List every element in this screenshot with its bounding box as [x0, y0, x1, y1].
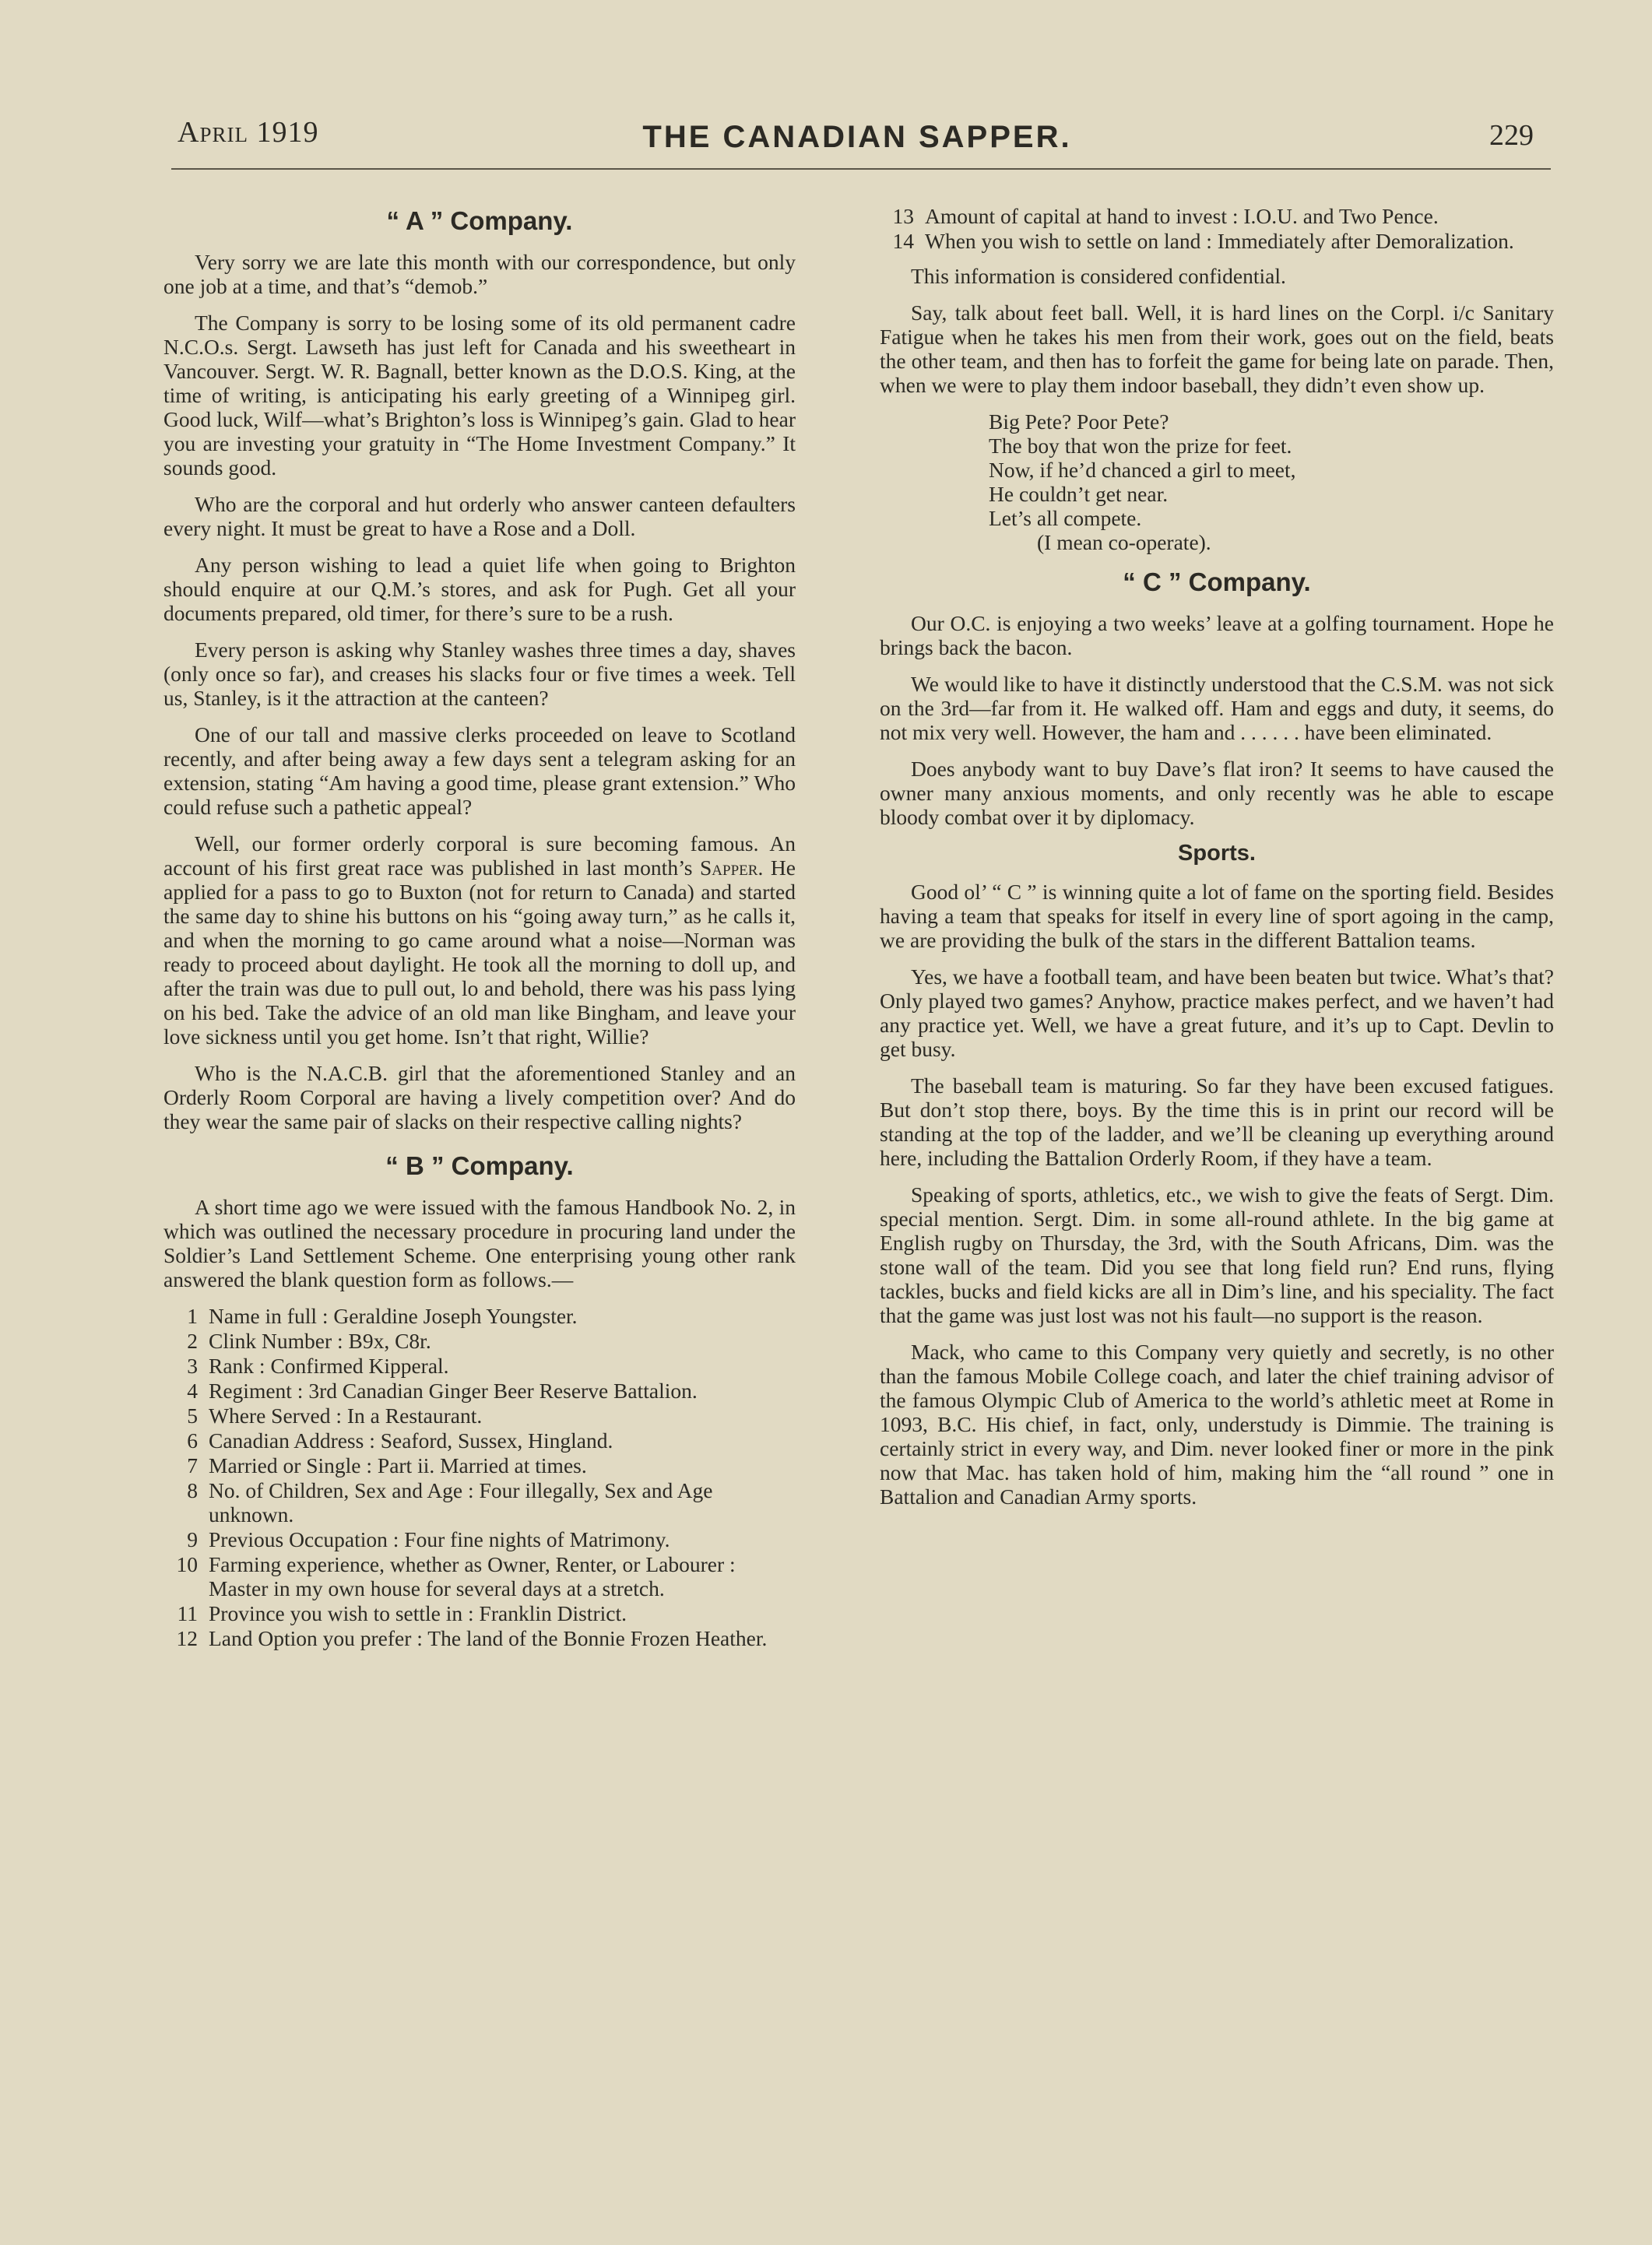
item-number: 2: [187, 1329, 198, 1353]
page-header: [171, 115, 1543, 162]
a-company-paragraph: Who is the N.A.C.B. girl that the aforementioned Stanley and an Orderly Room Corporal are having a lively competition over? And do they wear the same pair of slacks on their respective calling nights?: [163, 1061, 796, 1133]
right-column: [880, 204, 1554, 1521]
sports-paragraph: Speaking of sports, athletics, etc., we wish to give the feats of Sergt. Dim. special mention. Sergt. Dim. in some all-round athlete. In the big game at English rugby on Thursday, the 3rd, with the South Africans, Dim. was the stone wall of the team. Did you see that long field run? End runs, flying tackles, bucks and field kicks are all in Dim’s line, and his speciality. The fact that the game was just lost was not his fault—no support is the reason.: [880, 1182, 1554, 1327]
sapper-reference: Sapper: [700, 855, 758, 880]
list-item: [163, 1453, 796, 1477]
sports-heading: Sports.: [1178, 841, 1256, 866]
item-text: Farming experience, whether as Owner, Renter, or Labourer : Master in my own house for several days at a stretch.: [209, 1552, 736, 1600]
header-rule: [171, 168, 1551, 170]
sports-paragraph: Mack, who came to this Company very quietly and secretly, is no other than the famous Mobile College coach, and later the chief training advisor of the famous Olympic Club of America to the world’s athletic meet at Rome in 1093, B.C. His chief, in fact, only, understudy is Dimmie. The training is certainly strict in every way, and Dim. never looked finer or more in the pink now that Mac. has taken hold of him, making him the “all round ” one in Battalion and Canadian Army sports.: [880, 1340, 1554, 1509]
item-number: 8: [187, 1478, 198, 1502]
item-text: No. of Children, Sex and Age : Four illegally, Sex and Age unknown.: [209, 1478, 713, 1527]
a-company-paragraph: The Company is sorry to be losing some of its old permanent cadre N.C.O.s. Sergt. Lawseth has just left for Canada and his sweetheart in Vancouver. Sergt. W. R. Bagnall, better known as the D.O.S. King, at the time of writing, is anticipating his early greeting of a Winnipeg girl. Good luck, Wilf—what’s Brighton’s loss is Winnipeg’s gain. Glad to hear you are investing your gratuity in “The Home Investment Company.” It sounds good.: [163, 311, 796, 480]
item-text: Amount of capital at hand to invest : I.O.U. and Two Pence.: [925, 204, 1439, 228]
c-company-paragraph: Does anybody want to buy Dave’s flat iron? It seems to have caused the owner many anxious moments, and only recently was he able to escape bloody combat over it by diplomacy.: [880, 757, 1554, 829]
page-number: 229: [1489, 119, 1534, 152]
list-item: [163, 1478, 796, 1527]
poem-line: Let’s all compete.: [989, 506, 1142, 530]
item-number: 13: [892, 204, 914, 228]
c-company-heading: “ C ” Company.: [1123, 567, 1311, 596]
item-text: Previous Occupation : Four fine nights of Matrimony.: [209, 1527, 670, 1551]
item-text: Canadian Address : Seaford, Sussex, Hingland.: [209, 1428, 613, 1453]
item-text: Name in full : Geraldine Joseph Youngster.: [209, 1304, 578, 1328]
item-text: Province you wish to settle in : Franklin District.: [209, 1601, 627, 1625]
poem: [989, 409, 1554, 554]
item-text: Land Option you prefer : The land of the Bonnie Frozen Heather.: [209, 1626, 768, 1650]
poem-line: He couldn’t get near.: [989, 482, 1169, 506]
item-number: 10: [176, 1552, 198, 1576]
poem-line: Big Pete? Poor Pete?: [989, 409, 1169, 434]
item-number: 14: [892, 229, 914, 253]
magazine-title: THE CANADIAN SAPPER.: [642, 120, 1072, 154]
list-item: [163, 1527, 796, 1551]
left-column: [163, 204, 796, 1661]
sports-paragraph: Yes, we have a football team, and have been beaten but twice. What’s that? Only played two games? Anyhow, practice makes perfect, and we haven’t had any practice yet. Well, we have a great future, and it’s up to Capt. Devlin to get busy.: [880, 964, 1554, 1061]
poem-sign: (I mean co-operate).: [1037, 530, 1211, 554]
list-item: [163, 1552, 796, 1600]
poem-line: The boy that won the prize for feet.: [989, 434, 1292, 458]
item-number: 11: [177, 1601, 198, 1625]
list-item: [163, 1601, 796, 1625]
b-company-intro: A short time ago we were issued with the famous Handbook No. 2, in which was outlined the necessary procedure in procuring land under the Soldier’s Land Settlement Scheme. One enterprising young other rank answered the blank question form as follows.—: [163, 1195, 796, 1291]
list-item: [163, 1428, 796, 1453]
item-text: Regiment : 3rd Canadian Ginger Beer Reserve Battalion.: [209, 1379, 698, 1403]
b-company-paragraph: Say, talk about feet ball. Well, it is hard lines on the Corpl. i/c Sanitary Fatigue when he takes his men from their work, goes out on the field, beats the other team, and then has to forfeit the game for being late on parade. Then, when we were to play them indoor baseball, they didn’t even show up.: [880, 300, 1554, 397]
paragraph-text: . He applied for a pass to go to Buxton (not for return to Canada) and started the same day to shine his buttons on his “going away turn,” as he calls it, and when the morning to go came around what a noise—Norman was ready to proceed about daylight. He took all the morning to doll up, and after the train was due to pull out, lo and behold, there was his pass lying on his bed. Take the advice of an old man like Bingham, and leave your love sickness until you get home. Isn’t that right, Willie?: [163, 855, 796, 1049]
item-number: 5: [187, 1404, 198, 1428]
item-number: 6: [187, 1428, 198, 1453]
list-item: [163, 1354, 796, 1378]
paragraph-text: Well, our former orderly corporal is sure becoming famous. An account of his first great race was published in last month’s: [163, 831, 796, 880]
item-number: 4: [187, 1379, 198, 1403]
question-form-list-continued: [880, 204, 1554, 253]
b-company-heading: “ B ” Company.: [385, 1151, 574, 1180]
a-company-paragraph: [163, 831, 796, 1049]
list-item: [163, 1329, 796, 1353]
a-company-paragraph: Who are the corporal and hut orderly who answer canteen defaulters every night. It must be great to have a Rose and a Doll.: [163, 492, 796, 540]
list-item: [880, 229, 1554, 253]
list-item: [163, 1404, 796, 1428]
sports-paragraph: The baseball team is maturing. So far they have been excused fatigues. But don’t stop there, boys. By the time this is in print our record will be standing at the top of the ladder, and we’ll be cleaning up everything around here, including the Battalion Orderly Room, if they have a team.: [880, 1073, 1554, 1170]
poem-line: Now, if he’d chanced a girl to meet,: [989, 458, 1296, 482]
item-text: Where Served : In a Restaurant.: [209, 1404, 483, 1428]
a-company-heading: “ A ” Company.: [386, 206, 573, 235]
question-form-list: [163, 1304, 796, 1650]
list-item: [880, 204, 1554, 228]
a-company-paragraph: One of our tall and massive clerks proceeded on leave to Scotland recently, and after being away a few days sent a telegram asking for an extension, stating “Am having a good time, please grant extension.” Who could refuse such a pathetic appeal?: [163, 722, 796, 819]
a-company-paragraph: Every person is asking why Stanley washes three times a day, shaves (only once so far), and creases his slacks four or five times a week. Tell us, Stanley, is it the attraction at the canteen?: [163, 638, 796, 710]
item-text: Clink Number : B9x, C8r.: [209, 1329, 431, 1353]
c-company-paragraph: We would like to have it distinctly understood that the C.S.M. was not sick on the 3rd—far from it. He walked off. Ham and eggs and duty, it seems, do not mix very well. However, the ham and . . . . . . have been eliminated.: [880, 672, 1554, 744]
item-number: 7: [187, 1453, 198, 1477]
item-text: When you wish to settle on land : Immediately after Demoralization.: [925, 229, 1514, 253]
list-item: [163, 1626, 796, 1650]
item-number: 1: [187, 1304, 198, 1328]
list-item: [163, 1304, 796, 1328]
a-company-paragraph: Any person wishing to lead a quiet life when going to Brighton should enquire at our Q.M.’s stores, and ask for Pugh. Get all your documents prepared, old timer, for there’s sure to be a rush.: [163, 553, 796, 625]
sports-paragraph: Good ol’ “ C ” is winning quite a lot of fame on the sporting field. Besides having a team that speaks for itself in every line of sport agoing in the camp, we are providing the bulk of the stars in the different Battalion teams.: [880, 880, 1554, 952]
item-number: 3: [187, 1354, 198, 1378]
item-text: Rank : Confirmed Kipperal.: [209, 1354, 449, 1378]
item-number: 12: [176, 1626, 198, 1650]
item-number: 9: [187, 1527, 198, 1551]
a-company-paragraph: Very sorry we are late this month with our correspondence, but only one job at a time, and that’s “demob.”: [163, 250, 796, 298]
c-company-paragraph: Our O.C. is enjoying a two weeks’ leave at a golfing tournament. Hope he brings back the bacon.: [880, 611, 1554, 659]
item-text: Married or Single : Part ii. Married at times.: [209, 1453, 587, 1477]
issue-date: April 1919: [178, 116, 319, 149]
list-item: [163, 1379, 796, 1403]
confidential-note: This information is considered confidential.: [911, 264, 1286, 288]
